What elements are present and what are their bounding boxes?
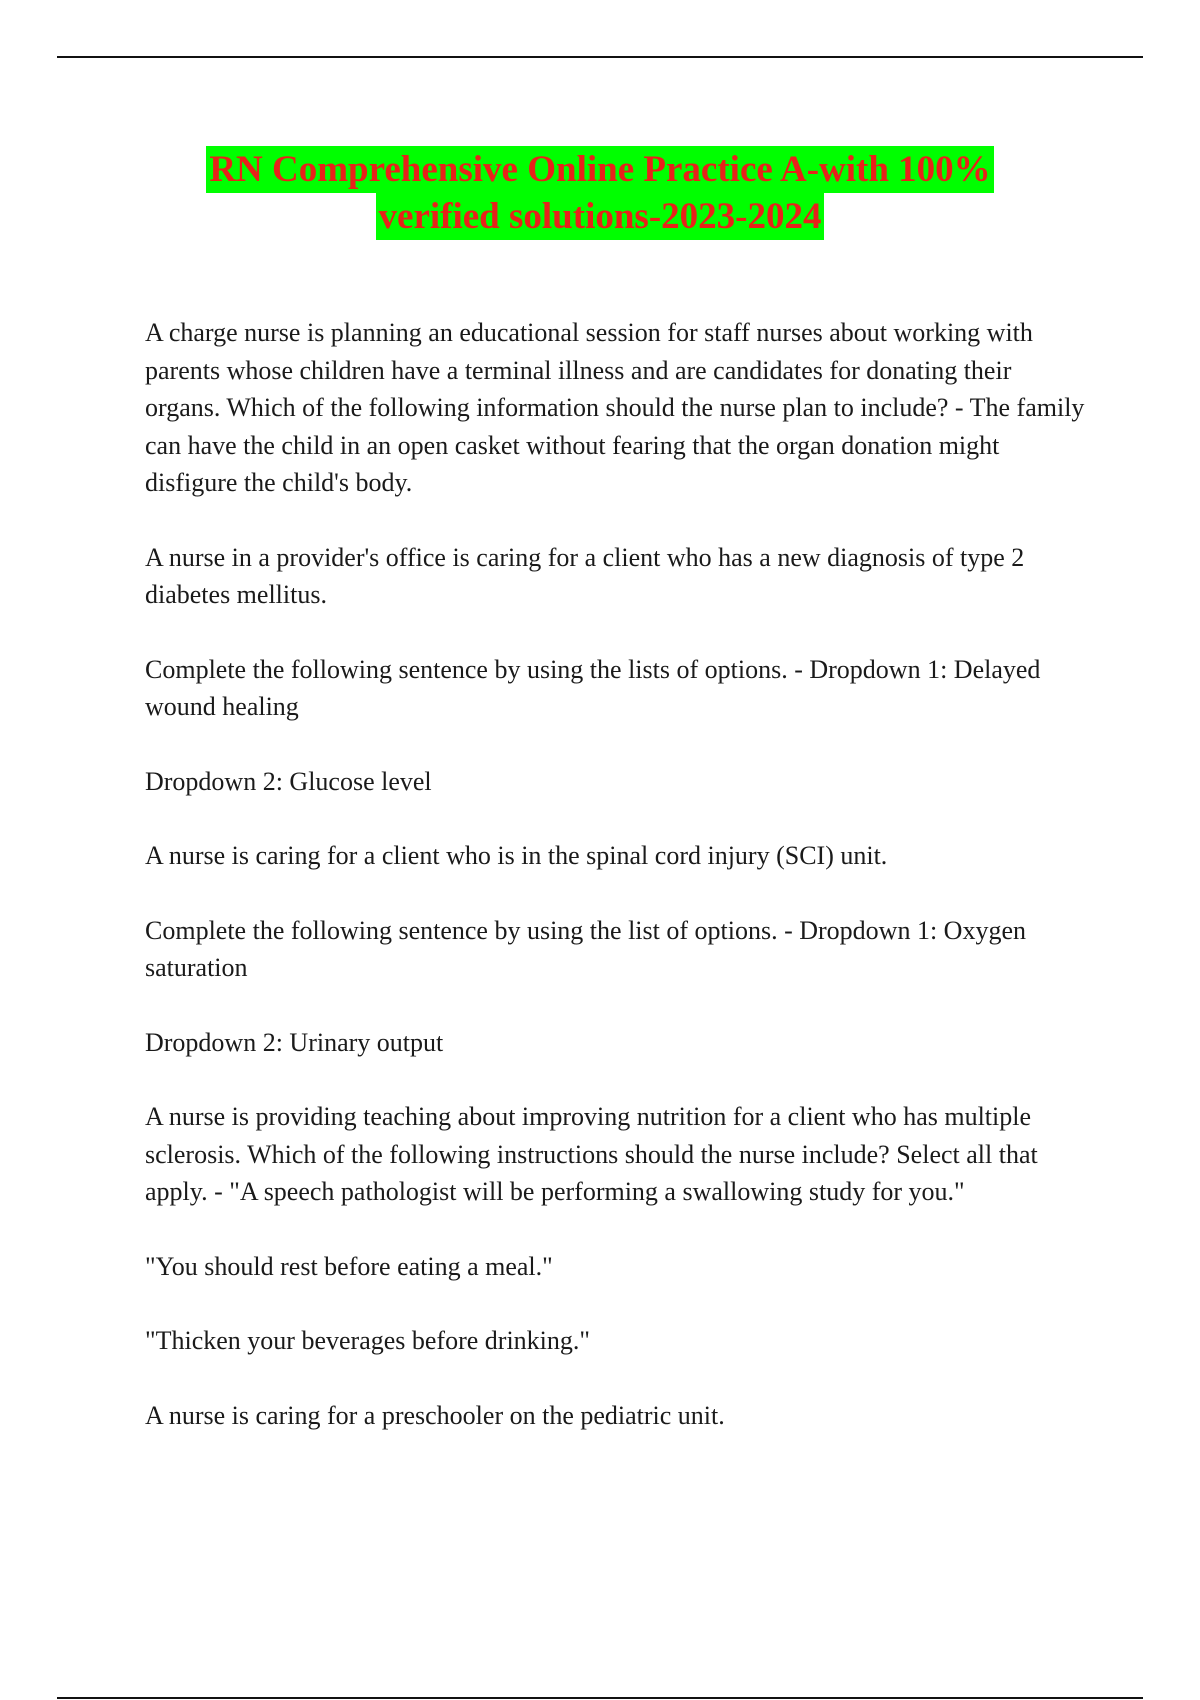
paragraph: A nurse is caring for a client who is in the spinal cord injury (SCI) unit. — [145, 841, 888, 870]
paragraph: Complete the following sentence by using the list of options. - Dropdown 1: Oxygen saturation — [145, 915, 1026, 982]
paragraph: A nurse is caring for a preschooler on the pediatric unit. — [145, 1400, 725, 1430]
top-rule — [57, 56, 1143, 58]
title-line-2: verified solutions-2023-2024 — [376, 193, 825, 240]
paragraph: Dropdown 2: Urinary output — [145, 1027, 444, 1057]
document-body — [145, 314, 1090, 1471]
paragraph: "Thicken your beverages before drinking." — [145, 1326, 591, 1355]
paragraph: A nurse is providing teaching about improving nutrition for a client who has multiple sclerosis. Which of the following instructions should the nurse include? Select all that apply. - "A speech pathologist will be performing a swallowing study for you." — [145, 1102, 1038, 1206]
paragraph: Dropdown 2: Glucose level — [145, 766, 432, 796]
paragraph: A nurse in a provider's office is caring for a client who has a new diagnosis of type 2 diabetes mellitus. — [145, 542, 1025, 609]
bottom-rule — [57, 1697, 1143, 1699]
document-title — [0, 146, 1200, 240]
paragraph: Complete the following sentence by using the lists of options. - Dropdown 1: Delayed wound healing — [145, 654, 1041, 721]
title-line-1: RN Comprehensive Online Practice A-with 100% — [206, 146, 993, 193]
paragraph: A charge nurse is planning an educational session for staff nurses about working with parents whose children have a terminal illness and are candidates for donating their organs. Which of the following information should the nurse plan to include? - The family can have the child in an open casket without fearing that the organ donation might disfigure the child's body. — [145, 318, 1085, 497]
paragraph: "You should rest before eating a meal." — [145, 1251, 553, 1281]
